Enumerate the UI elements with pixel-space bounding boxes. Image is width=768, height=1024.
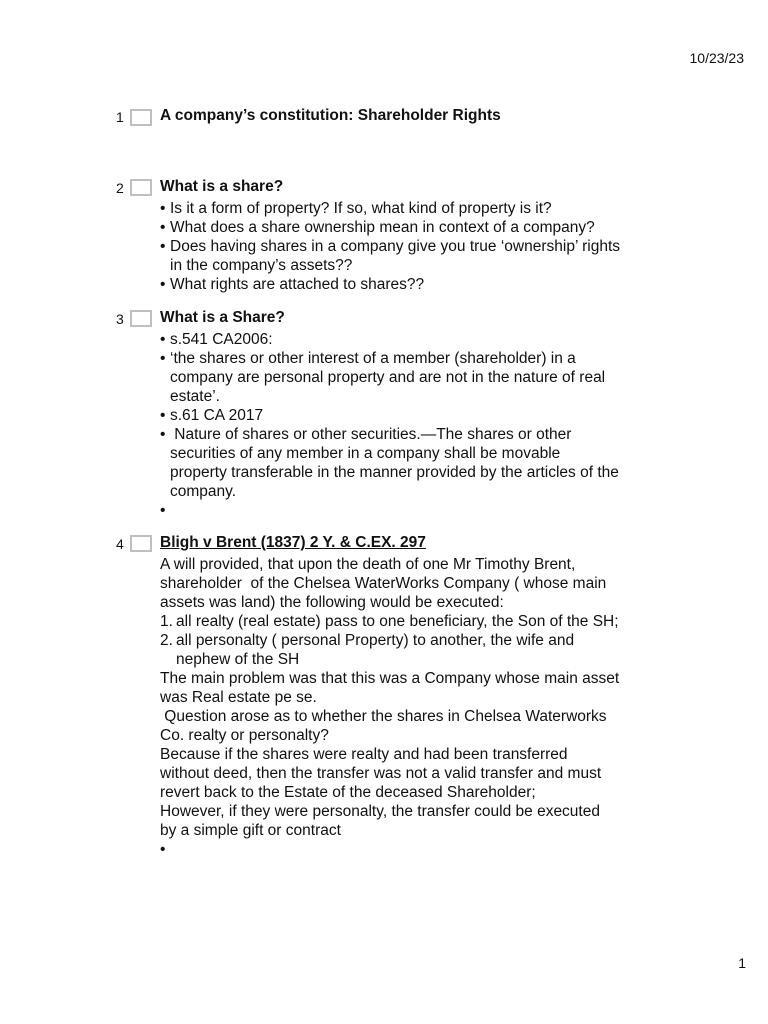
bullet-mark: • bbox=[160, 200, 166, 217]
slide-title: Bligh v Brent (1837) 2 Y. & C.EX. 297 bbox=[160, 534, 426, 551]
body-line: A will provided, that upon the death of one Mr Timothy Brent, bbox=[160, 556, 576, 573]
body-line: However, if they were personalty, the transfer could be executed bbox=[160, 803, 600, 820]
slide-number: 2 bbox=[116, 180, 124, 196]
body-line: by a simple gift or contract bbox=[160, 822, 341, 839]
numbered-continuation: nephew of the SH bbox=[176, 651, 300, 668]
bullet-mark: • bbox=[160, 219, 166, 236]
slide-number: 1 bbox=[116, 109, 124, 125]
bullet-mark: • bbox=[160, 276, 166, 293]
bullet-continuation: company are personal property and are not in the nature of real bbox=[170, 369, 606, 386]
numbered-item: 2. all personalty ( personal Property) to another, the wife and bbox=[160, 632, 575, 649]
bullet-continuation: securities of any member in a company shall be movable bbox=[170, 445, 561, 462]
bullet-item: • What rights are attached to shares?? bbox=[160, 276, 425, 293]
body-line: revert back to the Estate of the deceased Shareholder; bbox=[160, 784, 536, 801]
bullet-item: • s.61 CA 2017 bbox=[160, 407, 264, 424]
bullet-continuation: property transferable in the manner provided by the articles of the bbox=[170, 464, 619, 481]
bullet-item-empty: • bbox=[160, 502, 166, 519]
bullet-item: • Is it a form of property? If so, what kind of property is it? bbox=[160, 200, 552, 217]
body-line: Co. realty or personalty? bbox=[160, 727, 329, 744]
page-number: 1 bbox=[738, 955, 746, 971]
bullet-continuation: in the company’s assets?? bbox=[170, 257, 353, 274]
bullet-item-empty: • bbox=[160, 841, 166, 858]
body-line: was Real estate pe se. bbox=[160, 689, 317, 706]
slide-title: What is a share? bbox=[160, 178, 284, 195]
slide-thumbnail[interactable] bbox=[130, 535, 152, 552]
slide-thumbnail[interactable] bbox=[130, 310, 152, 327]
numbered-item: 1. all realty (real estate) pass to one beneficiary, the Son of the SH; bbox=[160, 613, 619, 630]
list-number: 1. bbox=[160, 613, 173, 630]
bullet-item: • ‘the shares or other interest of a member (shareholder) in a bbox=[160, 350, 576, 367]
body-line: The main problem was that this was a Company whose main asset bbox=[160, 670, 620, 687]
body-line: shareholder of the Chelsea WaterWorks Company ( whose main bbox=[160, 575, 607, 592]
bullet-item: • s.541 CA2006: bbox=[160, 331, 273, 348]
body-line: without deed, then the transfer was not a valid transfer and must bbox=[160, 765, 602, 782]
slide-title: A company’s constitution: Shareholder Rights bbox=[160, 107, 501, 124]
bullet-item: • Nature of shares or other securities.—The shares or other bbox=[160, 426, 572, 443]
slide-number: 3 bbox=[116, 311, 124, 327]
bullet-item: • Does having shares in a company give you true ‘ownership’ rights bbox=[160, 238, 621, 255]
list-number: 2. bbox=[160, 632, 173, 649]
slide-thumbnail[interactable] bbox=[130, 179, 152, 196]
slide-title: What is a Share? bbox=[160, 309, 285, 326]
date-header: 10/23/23 bbox=[689, 50, 744, 66]
bullet-continuation: company. bbox=[170, 483, 237, 500]
slide-thumbnail[interactable] bbox=[130, 109, 152, 126]
body-line: assets was land) the following would be executed: bbox=[160, 594, 504, 611]
bullet-item: • What does a share ownership mean in context of a company? bbox=[160, 219, 595, 236]
body-line: Because if the shares were realty and had been transferred bbox=[160, 746, 568, 763]
bullet-continuation: estate’. bbox=[170, 388, 220, 405]
slide-number: 4 bbox=[116, 536, 124, 552]
body-line: Question arose as to whether the shares in Chelsea Waterworks bbox=[160, 708, 607, 725]
bullet-mark: • bbox=[160, 238, 166, 255]
